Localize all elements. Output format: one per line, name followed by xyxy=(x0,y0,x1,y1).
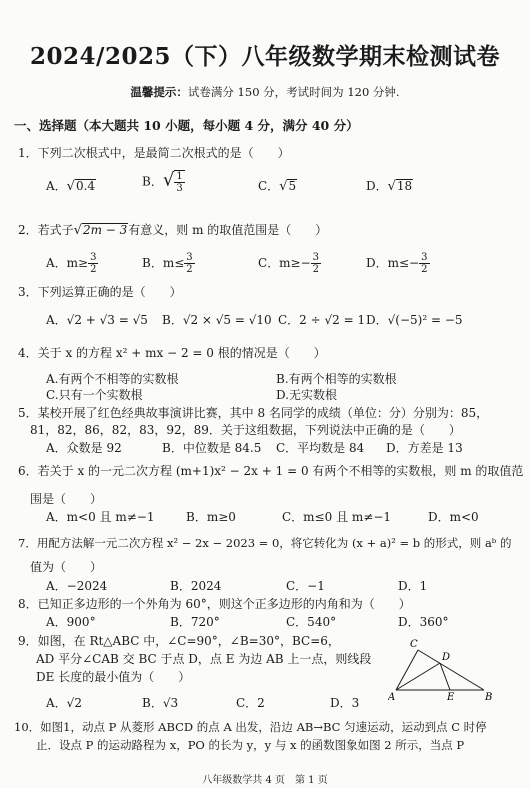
label-e: E xyxy=(447,692,455,702)
q1-b-num: 1 xyxy=(176,171,183,182)
q2-radicand: 2m − 3 xyxy=(82,223,128,237)
q1-option-a: A．√0.4 xyxy=(46,179,96,194)
q10-line1: 10．如图1，动点 P 从菱形 ABCD 的点 A 出发，沿边 AB→BC 匀速运动，运动到点 C 时停 xyxy=(14,720,487,734)
q9-line1: 9．如图，在 Rt△ABC 中，∠C=90°，∠B=30°，BC=6， xyxy=(18,634,340,648)
section-heading: 一、选择题（本大题共 10 小题，每小题 4 分，满分 40 分） xyxy=(14,118,359,133)
tip-text: 试卷满分 150 分，考试时间为 120 分钟. xyxy=(187,85,400,99)
q4-stem: 4．关于 x 的方程 x² + mx − 2 = 0 根的情况是（ ） xyxy=(18,346,326,360)
q9-option-c: C．2 xyxy=(236,696,265,710)
segment-ad xyxy=(396,663,440,690)
q2-b-label: B．m≤ xyxy=(142,256,185,270)
q8-stem: 8．已知正多边形的一个外角为 60°，则这个正多边形的内角和为（ ） xyxy=(18,597,411,611)
q1-option-b: B．√ $\frac{1}{3}$ xyxy=(142,169,183,194)
q2-a-den: 2 xyxy=(90,264,97,275)
q7-option-b: B．2024 xyxy=(170,579,222,593)
q6-option-d: D．m<0 xyxy=(428,510,479,524)
page-footer: 八年级数学共 4 页 第 1 页 xyxy=(202,775,328,786)
q2-stem: 2．若式子√2m − 3有意义，则 m 的取值范围是（ ） xyxy=(18,223,328,238)
q5-option-c: C．平均数是 84 xyxy=(276,441,365,455)
q2-c-den: 2 xyxy=(312,264,320,275)
label-a: A xyxy=(388,692,396,702)
q6-line1: 6．若关于 x 的一元二次方程 (m+1)x² − 2x + 1 = 0 有两个不相等的实数根，则 m 的取值范 xyxy=(18,464,524,478)
label-b: B xyxy=(485,692,493,702)
q5-option-b: B．中位数是 84.5 xyxy=(162,441,262,455)
q1-d-label: D． xyxy=(366,179,388,193)
q2-b-den: 2 xyxy=(186,264,193,275)
q9-line2: AD 平分∠CAB 交 BC 于点 D，点 E 为边 AB 上一点，则线段 xyxy=(36,652,372,666)
q2-d-label: D．m≤− xyxy=(366,256,420,270)
q4-option-b: B.有两个相等的实数根 xyxy=(276,372,397,386)
q1-d-radicand: 18 xyxy=(396,179,413,193)
q7-line1: 7．用配方法解一元二次方程 x² − 2x − 2023 = 0，将它转化为 (x + a)² = b 的形式，则 aᵇ 的 xyxy=(18,536,512,550)
q6-option-a: A．m<0 且 m≠−1 xyxy=(46,510,155,524)
q2-c-label: C．m≥− xyxy=(258,256,311,270)
q2-b-num: 3 xyxy=(186,252,193,263)
q8-option-d: D．360° xyxy=(398,615,449,629)
label-c: C xyxy=(410,639,418,650)
q8-option-c: C．540° xyxy=(286,615,337,629)
q4-option-c: C.只有一个实数根 xyxy=(46,388,143,402)
q2-option-c xyxy=(258,252,321,275)
q8-option-b: B．720° xyxy=(170,615,220,629)
q1-option-c: C．√5 xyxy=(258,179,297,194)
q6-line2: 围是（ ） xyxy=(30,492,103,506)
page-title: 2024/2025（下）八年级数学期末检测试卷 xyxy=(30,43,500,70)
q2-c-num: 3 xyxy=(312,252,320,263)
q7-option-d: D．1 xyxy=(398,579,428,593)
q1-b-label: B． xyxy=(142,174,163,189)
q3-stem: 3．下列运算正确的是（ ） xyxy=(18,285,182,299)
tip-label: 温馨提示： xyxy=(130,85,188,99)
segment-de xyxy=(440,663,450,690)
q2-stem-pre: 2．若式子 xyxy=(18,223,74,237)
q4-option-a: A.有两个不相等的实数根 xyxy=(46,372,179,386)
q2-option-d xyxy=(366,252,430,275)
q9-option-b: B．√3 xyxy=(142,696,179,710)
q5-option-d: D．方差是 13 xyxy=(386,441,463,455)
q7-option-a: A．−2024 xyxy=(46,579,108,593)
q1-a-label: A． xyxy=(46,179,67,193)
q1-b-den: 3 xyxy=(176,183,183,194)
q1-c-label: C． xyxy=(258,179,280,193)
q5-option-a: A．众数是 92 xyxy=(46,441,122,455)
q7-line2: 值为（ ） xyxy=(30,560,103,574)
q7-option-c: C．−1 xyxy=(286,579,325,593)
q9-line3: DE 长度的最小值为（ ） xyxy=(36,670,191,684)
edge-ac xyxy=(396,650,418,690)
q9-option-d: D．3 xyxy=(330,696,360,710)
q5-line1: 5．某校开展了红色经典故事演讲比赛，其中 8 名同学的成绩（单位：分）分别为：85， xyxy=(18,406,489,420)
q2-d-num: 3 xyxy=(421,252,428,263)
exam-tip xyxy=(0,84,530,100)
q3-option-a: A．√2 + √3 = √5 xyxy=(46,313,148,327)
q2-d-den: 2 xyxy=(421,264,428,275)
q10-line2: 止．设点 P 的运动路程为 x，PO 的长为 y，y 与 x 的函数图象如图 2 所示，当点 P xyxy=(36,738,465,752)
q3-option-b: B．√2 × √5 = √10 xyxy=(162,313,272,327)
q2-stem-post: 有意义，则 m 的取值范围是（ ） xyxy=(128,223,328,237)
q3-option-d: D．√(−5)² = −5 xyxy=(366,313,463,327)
label-d: D xyxy=(442,652,451,663)
q8-option-a: A．900° xyxy=(46,615,96,629)
q2-a-label: A．m≥ xyxy=(46,256,89,270)
q9-option-a: A．√2 xyxy=(46,696,82,710)
q2-option-a xyxy=(46,252,98,275)
q1-c-radicand: 5 xyxy=(288,179,297,193)
q6-option-b: B．m≥0 xyxy=(186,510,236,524)
q5-line2: 81，82，86，82，83，92，89．关于这组数据，下列说法中正确的是（ ） xyxy=(30,423,461,437)
q2-a-num: 3 xyxy=(90,252,97,263)
q1-option-d: D．√18 xyxy=(366,179,413,194)
q4-option-d: D.无实数根 xyxy=(276,388,338,402)
q3-option-c: C．2 ÷ √2 = 1 xyxy=(278,313,366,327)
triangle-figure xyxy=(388,638,498,702)
q2-option-b xyxy=(142,252,195,275)
q1-a-radicand: 0.4 xyxy=(75,179,96,193)
q1-stem: 1．下列二次根式中，是最简二次根式的是（ ） xyxy=(18,146,290,160)
q6-option-c: C．m≤0 且 m≠−1 xyxy=(282,510,392,524)
